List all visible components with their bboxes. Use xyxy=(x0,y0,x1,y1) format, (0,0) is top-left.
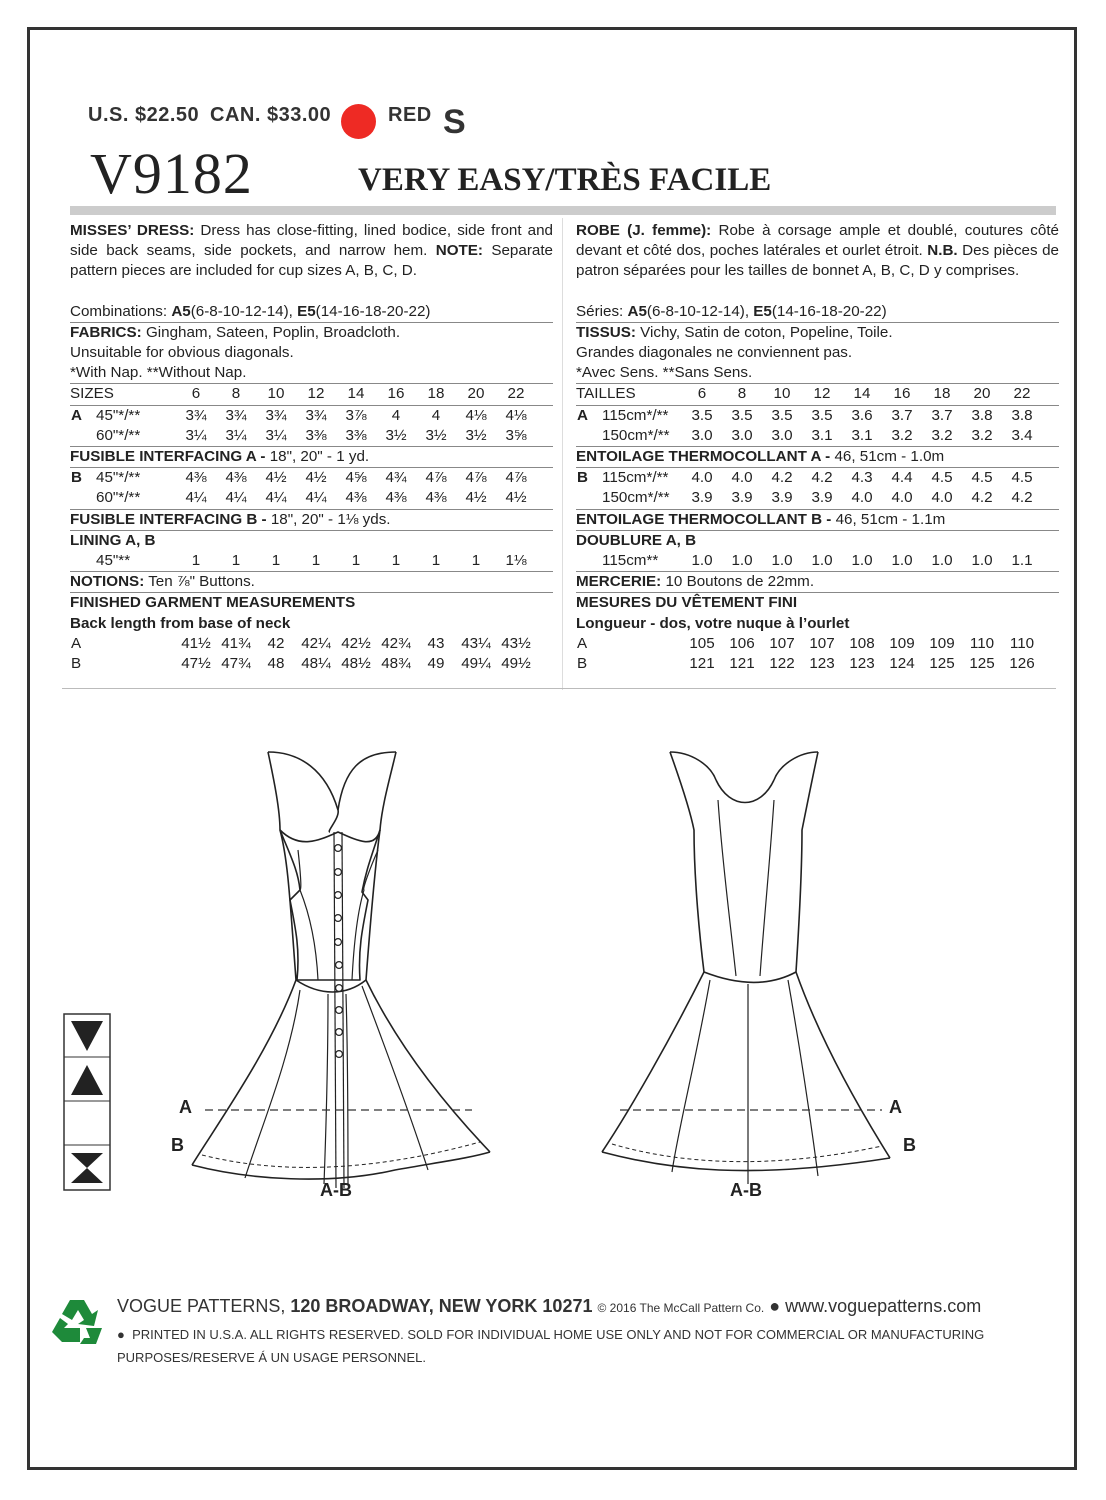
cell: 3.0 xyxy=(731,426,753,444)
cell: 48¾ xyxy=(381,654,411,672)
cell: 3¾ xyxy=(265,406,287,424)
cell: 16 xyxy=(387,385,405,403)
cell: 109 xyxy=(929,634,955,652)
cell: 3¼ xyxy=(185,426,207,444)
description: MISSES’ DRESS: Dress has close-fitting, lined bodice, side front and side back seams, side pockets, and narrow hem. NOTE: Separate pattern pieces are included for cup sizes A, B, C, D. xyxy=(70,222,554,280)
cell: 124 xyxy=(889,654,915,672)
cell: 4⅜ xyxy=(185,469,207,487)
nap-note: *With Nap. **Without Nap. xyxy=(70,364,247,382)
combinations: Séries: A5(6-8-10-12-14), E5(14-16-18-20-22) xyxy=(576,302,887,320)
front-view-illustration xyxy=(150,740,510,1220)
cell: 12 xyxy=(813,385,831,403)
cell: 4.0 xyxy=(891,489,913,507)
cell: 3¾ xyxy=(185,406,207,424)
cell: 3⅜ xyxy=(345,426,367,444)
cell: 3.2 xyxy=(891,426,913,444)
cell: 4.5 xyxy=(971,469,993,487)
cell: 4⅜ xyxy=(425,489,447,507)
column-divider xyxy=(562,218,563,690)
cell: 4.2 xyxy=(771,469,793,487)
cell: 125 xyxy=(929,654,955,672)
unsuitable-note: Grandes diagonales ne conviennent pas. xyxy=(576,344,853,362)
header-divider xyxy=(70,206,1056,215)
notions: MERCERIE: 10 Boutons de 22mm. xyxy=(576,571,1059,592)
cell: 4 xyxy=(391,406,401,424)
cell: 41½ xyxy=(181,634,211,652)
cell: 3.5 xyxy=(731,406,753,424)
cell: 110 xyxy=(1009,634,1035,652)
cell: 4⅜ xyxy=(225,469,247,487)
cell: 48 xyxy=(267,654,285,672)
cell: 3.5 xyxy=(771,406,793,424)
cell: 14 xyxy=(347,385,365,403)
cell: 3.5 xyxy=(811,406,833,424)
cell: 4¼ xyxy=(185,489,207,507)
cell: 48½ xyxy=(341,654,371,672)
cell: 49 xyxy=(427,654,445,672)
footer-company-line: VOGUE PATTERNS, 120 BROADWAY, NEW YORK 10271 © 2016 The McCall Pattern Co. ● www.voguepatterns.com xyxy=(117,1296,982,1316)
cell: 1⅛ xyxy=(505,551,527,569)
cell: 3½ xyxy=(425,426,447,444)
cell: 3.7 xyxy=(891,406,913,424)
fusible-a: FUSIBLE INTERFACING A - 18", 20" - 1 yd. xyxy=(70,446,553,467)
fusible-b: FUSIBLE INTERFACING B - 18", 20" - 1⅛ yds. xyxy=(70,509,553,530)
cell: 3⅜ xyxy=(305,426,327,444)
footer-disclaimer: ● PRINTED IN U.S.A. ALL RIGHTS RESERVED. SOLD FOR INDIVIDUAL HOME USE ONLY AND NOT FOR COMMERCIAL OR MANUFACTURING PURPOSES/RESERVE Á UN USAGE PERSONNEL. xyxy=(117,1327,985,1365)
cell: 47¾ xyxy=(221,654,251,672)
table-bottom-rule xyxy=(62,688,1056,689)
lining-label: DOUBLURE A, B xyxy=(576,530,1059,551)
cell: 42½ xyxy=(341,634,371,652)
notions: NOTIONS: Ten ⅞" Buttons. xyxy=(70,571,553,592)
cell: 1.0 xyxy=(691,551,713,569)
cell: 3.8 xyxy=(971,406,993,424)
cell: 3¾ xyxy=(225,406,247,424)
price-us: U.S. $22.50 xyxy=(88,104,200,126)
cell: 43¼ xyxy=(461,634,491,652)
cell: 4.0 xyxy=(731,469,753,487)
cell: 3.9 xyxy=(731,489,753,507)
cell: 3.2 xyxy=(931,426,953,444)
cell: 123 xyxy=(809,654,835,672)
yardage-b-row1: B 115cm*/** 4.0 4.0 4.2 4.2 4.3 4.4 4.5 4.5 4.5 xyxy=(576,467,1059,488)
cell: 16 xyxy=(893,385,911,403)
cell: 110 xyxy=(969,634,995,652)
cell: 14 xyxy=(853,385,871,403)
cell: 4.0 xyxy=(931,489,953,507)
french-column xyxy=(576,221,1059,674)
cell: 4⅝ xyxy=(345,469,367,487)
cell: 3.8 xyxy=(1011,406,1033,424)
cell: 109 xyxy=(889,634,915,652)
cell: 10 xyxy=(773,385,791,403)
cell: 126 xyxy=(1009,654,1035,672)
cell: 4.2 xyxy=(971,489,993,507)
cell: 3.9 xyxy=(691,489,713,507)
back-length-label: Back length from base of neck xyxy=(70,614,291,632)
finished-a-row: A 105 106 107 107 108 109 109 110 110 xyxy=(576,634,1059,654)
yardage-a-row1: A 45"*/** 3¾ 3¾ 3¾ 3¾ 3⅞ 4 4 4⅛ 4⅛ xyxy=(70,405,553,426)
finished-label: FINISHED GARMENT MEASUREMENTS xyxy=(70,592,553,613)
cell: 4⅜ xyxy=(385,489,407,507)
cell: 1.1 xyxy=(1011,551,1033,569)
cell: 4¼ xyxy=(265,489,287,507)
pattern-number: V9182 xyxy=(90,141,253,206)
cell: 3.0 xyxy=(771,426,793,444)
cell: 4½ xyxy=(265,469,287,487)
cell: 41¾ xyxy=(221,634,251,652)
cell: 12 xyxy=(307,385,325,403)
cell: 4½ xyxy=(305,469,327,487)
cell: 4¼ xyxy=(305,489,327,507)
cell: 105 xyxy=(689,634,715,652)
cell: 1.0 xyxy=(811,551,833,569)
cell: 4.0 xyxy=(851,489,873,507)
nap-note: *Avec Sens. **Sans Sens. xyxy=(576,364,753,382)
cell: 20 xyxy=(467,385,485,403)
cell: 4⅜ xyxy=(345,489,367,507)
cell: 18 xyxy=(933,385,951,403)
cell: 3½ xyxy=(385,426,407,444)
cell: 6 xyxy=(191,385,201,403)
lining-row: 45"** 1 1 1 1 1 1 1 1 1⅛ xyxy=(70,551,553,571)
cell: 3⅞ xyxy=(345,406,367,424)
cell: 43½ xyxy=(501,634,531,652)
cell: 42 xyxy=(267,634,285,652)
lining-row: 115cm** 1.0 1.0 1.0 1.0 1.0 1.0 1.0 1.0 1.1 xyxy=(576,551,1059,571)
bullet-icon: ● xyxy=(769,1296,781,1316)
cell: 4.4 xyxy=(891,469,913,487)
cell: 3.4 xyxy=(1011,426,1033,444)
cell: 6 xyxy=(697,385,707,403)
cell: 3½ xyxy=(465,426,487,444)
cell: 1.0 xyxy=(931,551,953,569)
fabrics: FABRICS: Gingham, Sateen, Poplin, Broadcloth. xyxy=(70,322,553,343)
cell: 107 xyxy=(769,634,795,652)
yardage-b-row2: 150cm*/** 3.9 3.9 3.9 3.9 4.0 4.0 4.0 4.2 4.2 xyxy=(576,488,1059,508)
cell: 1 xyxy=(391,551,401,569)
fusible-a: ENTOILAGE THERMOCOLLANT A - 46, 51cm - 1.0m xyxy=(576,446,1059,467)
cell: 49¼ xyxy=(461,654,491,672)
cell: 18 xyxy=(427,385,445,403)
cell: 4⅞ xyxy=(465,469,487,487)
cell: 3.9 xyxy=(771,489,793,507)
cell: 4.5 xyxy=(1011,469,1033,487)
cell: 106 xyxy=(729,634,755,652)
cell: 3¼ xyxy=(265,426,287,444)
cell: 3⅝ xyxy=(505,426,527,444)
cell: 43 xyxy=(427,634,445,652)
cell: 4 xyxy=(431,406,441,424)
cell: 4.0 xyxy=(691,469,713,487)
yardage-b-row2: 60"*/** 4¼ 4¼ 4¼ 4¼ 4⅜ 4⅜ 4⅜ 4½ 4½ xyxy=(70,488,553,508)
cell: 49½ xyxy=(501,654,531,672)
cell: 4¾ xyxy=(385,469,407,487)
fusible-b: ENTOILAGE THERMOCOLLANT B - 46, 51cm - 1.1m xyxy=(576,509,1059,530)
cell: 1 xyxy=(471,551,481,569)
back-length-label: Longueur - dos, votre nuque à l’ourlet xyxy=(576,614,850,632)
cell: 121 xyxy=(729,654,755,672)
symbol-box xyxy=(63,1013,111,1191)
price-can: CAN. $33.00 xyxy=(210,104,332,126)
cell: 1.0 xyxy=(891,551,913,569)
cell: 4⅞ xyxy=(505,469,527,487)
cell: 123 xyxy=(849,654,875,672)
cell: 1.0 xyxy=(771,551,793,569)
cell: 1 xyxy=(231,551,241,569)
line-a-label-back: A xyxy=(889,1097,902,1117)
cell: 10 xyxy=(267,385,285,403)
back-view-illustration xyxy=(590,740,910,1220)
yardage-a-row1: A 115cm*/** 3.5 3.5 3.5 3.5 3.6 3.7 3.7 3.8 3.8 xyxy=(576,405,1059,426)
line-a-label-front: A xyxy=(179,1097,192,1117)
cell: 108 xyxy=(849,634,875,652)
cell: 48¼ xyxy=(301,654,331,672)
color-label: RED xyxy=(388,104,432,126)
cell: 8 xyxy=(231,385,241,403)
cell: 22 xyxy=(1013,385,1031,403)
description: ROBE (J. femme): Robe à corsage ample et doublé, coutures côté devant et côté dos, poches latérales et ourlet étroit. N.B. Des pièces de patron séparées pour les tailles de bonnet A, B, C, D y comprises. xyxy=(576,222,1060,280)
cell: 121 xyxy=(689,654,715,672)
cell: 1 xyxy=(311,551,321,569)
finished-b-row: B 47½ 47¾ 48 48¼ 48½ 48¾ 49 49¼ 49½ xyxy=(70,654,553,674)
sizes-row: SIZES 6 8 10 12 14 16 18 20 22 xyxy=(70,383,553,404)
unsuitable-note: Unsuitable for obvious diagonals. xyxy=(70,344,294,362)
cell: 1 xyxy=(431,551,441,569)
cell: 22 xyxy=(507,385,525,403)
cell: 1.0 xyxy=(971,551,993,569)
line-b-label-front: B xyxy=(171,1135,184,1155)
cell: 3.5 xyxy=(691,406,713,424)
cell: 20 xyxy=(973,385,991,403)
cell: 3¾ xyxy=(305,406,327,424)
difficulty-label: VERY EASY/TRÈS FACILE xyxy=(358,162,772,198)
cell: 3.6 xyxy=(851,406,873,424)
cell: 4½ xyxy=(505,489,527,507)
back-view-label: A-B xyxy=(730,1180,762,1200)
cell: 4½ xyxy=(465,489,487,507)
line-b-label-back: B xyxy=(903,1135,916,1155)
cell: 3.0 xyxy=(691,426,713,444)
cell: 122 xyxy=(769,654,795,672)
cell: 42¼ xyxy=(301,634,331,652)
size-letter: S xyxy=(443,103,466,141)
finished-b-row: B 121 121 122 123 123 124 125 125 126 xyxy=(576,654,1059,674)
cell: 1 xyxy=(191,551,201,569)
cell: 1 xyxy=(271,551,281,569)
website-link[interactable]: www.voguepatterns.com xyxy=(785,1296,982,1316)
cell: 8 xyxy=(737,385,747,403)
cell: 3.1 xyxy=(851,426,873,444)
cell: 42¾ xyxy=(381,634,411,652)
fabrics: TISSUS: Vichy, Satin de coton, Popeline, Toile. xyxy=(576,322,1059,343)
cell: 1.0 xyxy=(851,551,873,569)
finished-a-row: A 41½ 41¾ 42 42¼ 42½ 42¾ 43 43¼ 43½ xyxy=(70,634,553,654)
cell: 4⅛ xyxy=(465,406,487,424)
cell: 1.0 xyxy=(731,551,753,569)
english-column xyxy=(70,221,553,674)
cell: 4⅛ xyxy=(505,406,527,424)
yardage-a-row2: 150cm*/** 3.0 3.0 3.0 3.1 3.1 3.2 3.2 3.2 3.4 xyxy=(576,426,1059,446)
yardage-b-row1: B 45"*/** 4⅜ 4⅜ 4½ 4½ 4⅝ 4¾ 4⅞ 4⅞ 4⅞ xyxy=(70,467,553,488)
combinations: Combinations: A5(6-8-10-12-14), E5(14-16-18-20-22) xyxy=(70,302,431,320)
cell: 3.2 xyxy=(971,426,993,444)
finished-label: MESURES DU VÊTEMENT FINI xyxy=(576,592,1059,613)
color-dot xyxy=(341,104,376,139)
lining-label: LINING A, B xyxy=(70,530,553,551)
bullet-icon: ● xyxy=(117,1327,125,1342)
cell: 4¼ xyxy=(225,489,247,507)
cell: 4⅞ xyxy=(425,469,447,487)
cell: 107 xyxy=(809,634,835,652)
cell: 4.3 xyxy=(851,469,873,487)
cell: 3.7 xyxy=(931,406,953,424)
cell: 4.2 xyxy=(811,469,833,487)
yardage-a-row2: 60"*/** 3¼ 3¼ 3¼ 3⅜ 3⅜ 3½ 3½ 3½ 3⅝ xyxy=(70,426,553,446)
sizes-row: TAILLES 6 8 10 12 14 16 18 20 22 xyxy=(576,383,1059,404)
recycle-icon xyxy=(50,1298,106,1348)
front-view-label: A-B xyxy=(320,1180,352,1200)
cell: 1 xyxy=(351,551,361,569)
cell: 3¼ xyxy=(225,426,247,444)
cell: 125 xyxy=(969,654,995,672)
cell: 47½ xyxy=(181,654,211,672)
cell: 4.5 xyxy=(931,469,953,487)
cell: 3.1 xyxy=(811,426,833,444)
cell: 4.2 xyxy=(1011,489,1033,507)
cell: 3.9 xyxy=(811,489,833,507)
